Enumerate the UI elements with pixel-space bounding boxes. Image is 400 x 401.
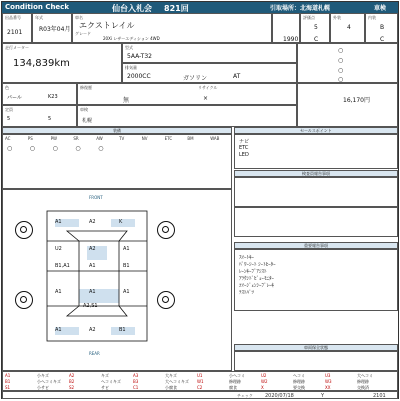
legend-entry: 修理跡 (357, 379, 369, 384)
vehicle-name: エクストレイル (79, 21, 135, 30)
damage-code: B1,A1 (55, 263, 70, 269)
footer-lot-number: 2101 (373, 393, 386, 399)
transmission: AT (233, 73, 241, 80)
damage-code: A1 (89, 289, 96, 295)
wheel-rear-left (15, 291, 33, 309)
legend-entry: W2 (261, 379, 268, 384)
legend-entry: 要交換 (293, 385, 305, 390)
equipment-label: WAB (210, 136, 220, 141)
legend-entry: 大ヘコミキズ (165, 379, 189, 384)
legend-entry: 修理跡 (229, 379, 241, 384)
sales-point-header: セールスポイント (234, 127, 398, 134)
lot-round: 821回 (164, 4, 189, 13)
lot-number-cell: 出品番号 2101 (2, 13, 32, 43)
equipment-label: TV (119, 136, 125, 141)
preservation-header: 車両保全状態 (234, 344, 398, 351)
damage-code: B1 (119, 327, 126, 333)
seats-cell: 定員 5 5 (2, 105, 77, 127)
legend-entry: 大ヘコミ (357, 373, 373, 378)
legend-entry: ヘコミキズ (101, 379, 121, 384)
important-report-header: 重要報告事項 (234, 242, 398, 249)
damage-legend (2, 371, 398, 391)
model-year: R03年04月 (39, 26, 71, 33)
wheel-front-left (15, 221, 33, 239)
equipment-header: 装備 (2, 127, 232, 134)
preservation-box (234, 351, 398, 371)
damage-code: A2,S1 (83, 303, 98, 309)
damage-code: U2 (55, 246, 62, 252)
legend-entry: B1 (5, 379, 11, 384)
price-cell (297, 83, 398, 127)
legend-entry: C2 (197, 385, 203, 390)
color-cell: 色 パール K23 (2, 83, 77, 105)
damage-code: K (119, 219, 123, 225)
legend-entry: ヘコミ (293, 373, 305, 378)
recycle-fee: 16,170円 (343, 97, 370, 104)
equipment-value: ○ (52, 145, 58, 152)
sales-point-box: ナビ ETC LED (234, 134, 398, 169)
inspector-note-box (234, 207, 398, 237)
auction-name: 仙台入札会 (112, 4, 152, 13)
legend-entry: C1 (133, 385, 139, 390)
legend-entry: B2 (69, 379, 75, 384)
inspection-area: 札幌 (82, 118, 93, 124)
pickup-region: 引取場所：北海道札幌 (270, 5, 331, 12)
legend-entry: キズ (101, 373, 109, 378)
score-cell: 評価点 5 C (300, 13, 330, 43)
legend-entry: U2 (261, 373, 267, 378)
vehicle-name-cell: 車名 エクストレイル グレード 20Xi レザーエディション 4WD (72, 13, 272, 43)
equipment-label: PS (27, 136, 33, 141)
wheel-front-right (157, 221, 175, 239)
legend-entry: A2 (69, 373, 75, 378)
condition-report-sheet (1, 1, 399, 399)
car-outline (7, 191, 222, 349)
legend-entry: U1 (197, 373, 203, 378)
interior-cell: 内装 B C (365, 13, 398, 43)
legend-entry: 腐食 (229, 385, 237, 390)
important-report-box: ｽﾏｰﾄｷｰ ﾊﾟﾜｰｼｰﾄ ｼｰﾄﾋｰﾀｰ ﾚｰﾝｷｰﾌﾟｱｼｽﾄ ｱﾗｳﾝﾄﾞﾋﾞｭｰﾓﾆﾀｰ ｴﾏｰｼﾞｪﾝｼｰﾌﾞﾚｰｷ ﾃｽﾄﾊﾞﾂ (234, 249, 398, 311)
legend-entry: X (261, 385, 264, 390)
front-label: FRONT (89, 195, 103, 200)
exterior-grade: 4 (347, 24, 351, 31)
damage-code: A1 (123, 246, 130, 252)
legend-entry: B3 (133, 379, 139, 384)
rear-label: REAR (89, 351, 100, 356)
damage-code: A2 (89, 327, 96, 333)
repair-history: 無 (123, 97, 130, 104)
equipment-value: ○ (7, 145, 13, 152)
year-cell: 年式 R03年04月 (32, 13, 72, 43)
color-code: K23 (48, 94, 58, 100)
history-cell: 修復歴 無 リサイクル × (77, 83, 297, 105)
wheel-rear-right (157, 291, 175, 309)
damage-code: A1 (55, 327, 62, 333)
overall-score: 5 (314, 24, 318, 31)
body-diagram (7, 191, 222, 356)
equipment-label: ETC (164, 136, 173, 141)
inspector-report-header: 検査員報告事項 (234, 170, 398, 177)
legend-entry: 小腐食 (165, 385, 177, 390)
equipment-label: PW (50, 136, 57, 141)
body-color: パール (7, 95, 22, 101)
vehicle-grade: 20Xi レザーエディション 4WD (103, 36, 160, 41)
legend-entry: U3 (325, 373, 331, 378)
fuel-type: ガソリン (183, 75, 208, 82)
damage-code: A1 (89, 263, 96, 269)
displacement: 2000CC (127, 73, 151, 80)
damage-code: A1 (55, 289, 62, 295)
equipment-value: ○ (98, 145, 104, 152)
legend-entry: A3 (133, 373, 139, 378)
legend-entry: 小ヘコミ (229, 373, 245, 378)
equipment-label: AW (96, 136, 103, 141)
damage-code: A2 (89, 246, 96, 252)
equipment-check-cell: ○ ○ ○ ○ (297, 43, 398, 83)
legend-entry: 交換済 (357, 385, 369, 390)
equipment-label: SR (73, 136, 79, 141)
equipment-label: AC (5, 136, 11, 141)
inspector-initial: Y (321, 393, 325, 399)
mileage-cell: 走行メーター 134,839km (2, 43, 122, 83)
legend-entry: W1 (197, 379, 204, 384)
damage-code: B1 (123, 263, 130, 269)
equipment-label: NV (141, 136, 148, 141)
inspector-report-box (234, 177, 398, 207)
legend-entry: 小ヘコミキズ (37, 379, 61, 384)
legend-entry: 小キズ (37, 373, 49, 378)
legend-entry: W3 (325, 379, 332, 384)
equipment-value: ○ (75, 145, 81, 152)
legend-entry: S1 (5, 385, 11, 390)
legend-entry: XX (325, 385, 331, 390)
seat-count: 5 (7, 116, 11, 122)
legend-entry: 小サビ (37, 385, 49, 390)
lot-number: 2101 (7, 29, 23, 36)
legend-entry: S2 (69, 385, 75, 390)
model-cell: 型式 5AA-T32 (122, 43, 297, 63)
legend-entry: サビ (101, 385, 109, 390)
report-title: Condition Check (5, 3, 69, 11)
extra-cell: 1990 (272, 13, 300, 43)
check-date: 2020/07/18 (265, 393, 294, 399)
interior-grade: B (380, 24, 385, 31)
legend-entry: 修理跡 (293, 379, 305, 384)
condition-label: 車検 (374, 5, 387, 12)
equipment-label: BM (187, 136, 194, 141)
exterior-cell: 外装 4 (330, 13, 365, 43)
footer-bar: チェック 2020/07/18 Y 2101 (2, 391, 398, 399)
model-code: 5AA-T32 (127, 53, 152, 60)
recycle-status: × (203, 95, 209, 102)
equipment-grid (2, 134, 232, 189)
equipment-value: ○ (29, 145, 36, 152)
damage-code: A1 (123, 289, 130, 295)
legend-entry: 大キズ (165, 373, 177, 378)
legend-entry: A1 (5, 373, 11, 378)
displacement-cell: 排気量 2000CC ガソリン AT (122, 63, 297, 83)
damage-code: A2 (89, 219, 96, 225)
damage-code: A1 (55, 219, 62, 225)
title-bar (2, 2, 398, 13)
inspection-cell: 車検 札幌 (77, 105, 297, 127)
mileage-reading: 134,839km (13, 58, 70, 69)
